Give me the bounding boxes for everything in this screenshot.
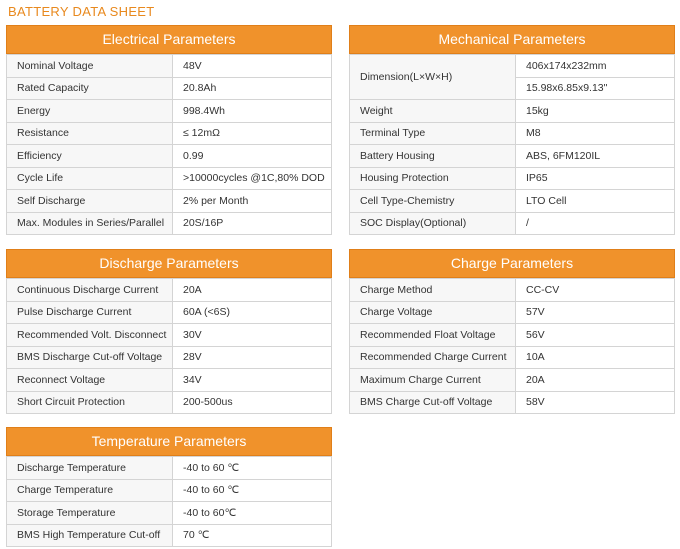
table-row — [350, 167, 675, 190]
table-row — [7, 100, 332, 123]
param-label: Battery Housing — [350, 145, 516, 168]
table-row — [7, 301, 332, 324]
param-value: M8 — [516, 122, 675, 145]
param-value: 20S/16P — [173, 212, 332, 235]
table-row — [350, 301, 675, 324]
table-row — [7, 55, 332, 78]
param-label: Housing Protection — [350, 167, 516, 190]
mechanical-panel — [349, 25, 675, 235]
param-label: Recommended Float Voltage — [350, 324, 516, 347]
table-row — [7, 212, 332, 235]
temperature-panel — [6, 427, 332, 547]
table-row — [7, 369, 332, 392]
table-row — [350, 190, 675, 213]
table-row — [350, 324, 675, 347]
table-row — [7, 457, 332, 480]
table-row — [7, 524, 332, 547]
mechanical-header: Mechanical Parameters — [349, 25, 675, 54]
table-row — [350, 391, 675, 414]
param-label: Max. Modules in Series/Parallel — [7, 212, 173, 235]
param-label: Nominal Voltage — [7, 55, 173, 78]
table-row — [350, 346, 675, 369]
table-row — [350, 279, 675, 302]
param-value: 57V — [516, 301, 675, 324]
table-row — [350, 369, 675, 392]
param-label: Terminal Type — [350, 122, 516, 145]
param-label: Rated Capacity — [7, 77, 173, 100]
param-value: IP65 — [516, 167, 675, 190]
table-row — [7, 190, 332, 213]
dimension-mm-value: 406x174x232mm — [516, 55, 675, 78]
table-row — [350, 55, 675, 78]
param-label: Cycle Life — [7, 167, 173, 190]
param-value: / — [516, 212, 675, 235]
param-value: ABS, 6FM120IL — [516, 145, 675, 168]
param-label: Charge Method — [350, 279, 516, 302]
discharge-panel — [6, 249, 332, 414]
table-row — [7, 346, 332, 369]
electrical-panel — [6, 25, 332, 235]
sheet-title: BATTERY DATA SHEET — [8, 4, 155, 19]
param-label: Charge Voltage — [350, 301, 516, 324]
param-value: 70 ℃ — [173, 524, 332, 547]
param-label: Resistance — [7, 122, 173, 145]
param-label: Recommended Volt. Disconnect — [7, 324, 173, 347]
param-value: 34V — [173, 369, 332, 392]
electrical-table — [6, 54, 332, 235]
param-label: Reconnect Voltage — [7, 369, 173, 392]
table-row — [350, 100, 675, 123]
param-label: BMS High Temperature Cut-off — [7, 524, 173, 547]
temperature-header: Temperature Parameters — [6, 427, 332, 456]
table-row — [7, 279, 332, 302]
param-label: Recommended Charge Current — [350, 346, 516, 369]
dimension-label: Dimension(L×W×H) — [350, 55, 516, 100]
charge-header: Charge Parameters — [349, 249, 675, 278]
param-value: 48V — [173, 55, 332, 78]
param-value: 58V — [516, 391, 675, 414]
param-value: 10A — [516, 346, 675, 369]
table-row — [7, 391, 332, 414]
param-label: Storage Temperature — [7, 502, 173, 525]
charge-table — [349, 278, 675, 414]
table-row — [350, 212, 675, 235]
param-value: 30V — [173, 324, 332, 347]
param-value: ≤ 12mΩ — [173, 122, 332, 145]
param-value: 20A — [516, 369, 675, 392]
discharge-table — [6, 278, 332, 414]
param-label: Charge Temperature — [7, 479, 173, 502]
param-value: 2% per Month — [173, 190, 332, 213]
param-value: -40 to 60℃ — [173, 502, 332, 525]
param-value: 15kg — [516, 100, 675, 123]
table-row — [350, 145, 675, 168]
temperature-table — [6, 456, 332, 547]
discharge-header: Discharge Parameters — [6, 249, 332, 278]
param-label: Discharge Temperature — [7, 457, 173, 480]
param-label: Pulse Discharge Current — [7, 301, 173, 324]
table-row — [7, 122, 332, 145]
param-label: Short Circuit Protection — [7, 391, 173, 414]
charge-panel — [349, 249, 675, 414]
param-label: Self Discharge — [7, 190, 173, 213]
table-row — [7, 77, 332, 100]
param-label: BMS Charge Cut-off Voltage — [350, 391, 516, 414]
mechanical-table — [349, 54, 675, 235]
param-value: 0.99 — [173, 145, 332, 168]
param-value: -40 to 60 ℃ — [173, 457, 332, 480]
param-value: CC-CV — [516, 279, 675, 302]
table-row — [7, 502, 332, 525]
param-value: 200-500us — [173, 391, 332, 414]
table-row — [7, 145, 332, 168]
param-label: Efficiency — [7, 145, 173, 168]
table-row — [350, 122, 675, 145]
param-value: 60A (<6S) — [173, 301, 332, 324]
param-label: BMS Discharge Cut-off Voltage — [7, 346, 173, 369]
param-value: 998.4Wh — [173, 100, 332, 123]
param-label: Maximum Charge Current — [350, 369, 516, 392]
param-label: Cell Type-Chemistry — [350, 190, 516, 213]
param-value: >10000cycles @1C,80% DOD — [173, 167, 332, 190]
table-row — [7, 324, 332, 347]
dimension-in-value: 15.98x6.85x9.13" — [516, 77, 675, 100]
param-value: 28V — [173, 346, 332, 369]
table-row — [7, 479, 332, 502]
table-row — [7, 167, 332, 190]
param-value: 56V — [516, 324, 675, 347]
param-label: SOC Display(Optional) — [350, 212, 516, 235]
param-label: Weight — [350, 100, 516, 123]
param-value: LTO Cell — [516, 190, 675, 213]
param-value: 20A — [173, 279, 332, 302]
param-value: -40 to 60 ℃ — [173, 479, 332, 502]
param-label: Energy — [7, 100, 173, 123]
param-value: 20.8Ah — [173, 77, 332, 100]
param-label: Continuous Discharge Current — [7, 279, 173, 302]
electrical-header: Electrical Parameters — [6, 25, 332, 54]
